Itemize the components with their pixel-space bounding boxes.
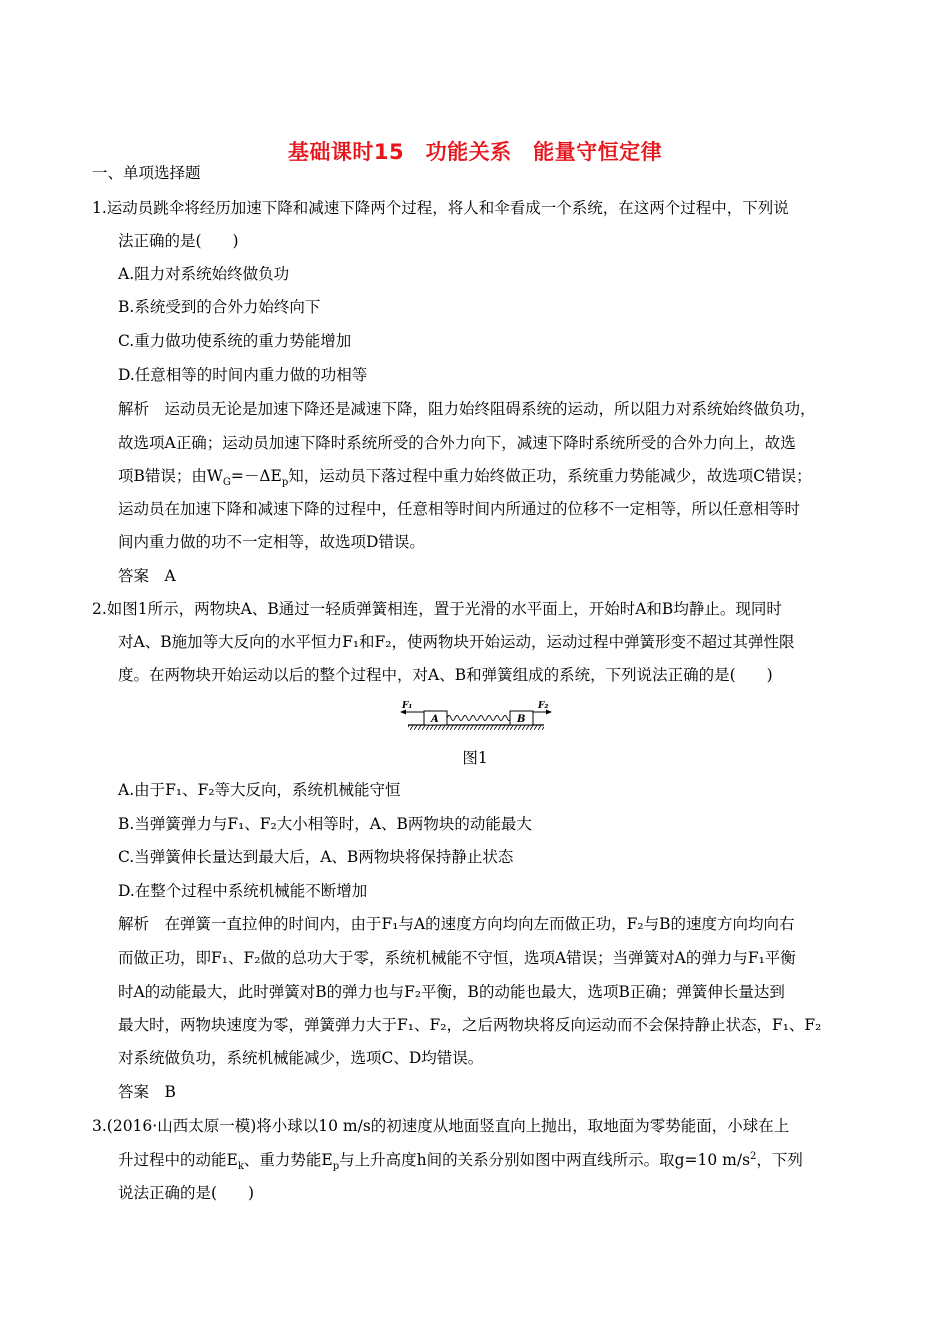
force-f1-label: F₁ (402, 701, 413, 711)
q1-answer: 答案 A (118, 567, 176, 585)
q1-stem-line-2: 法正确的是( ) (118, 232, 239, 250)
q3-stem-line-1: 3.(2016·山西太原一模)将小球以10 m/s的初速度从地面竖直向上抛出，取地面为零势能面，小球在上 (92, 1117, 790, 1135)
section-heading: 一、单项选择题 (92, 164, 201, 182)
q2-option-d: D.在整个过程中系统机械能不断增加 (118, 882, 368, 900)
q2-analysis-line-4: 最大时，两物块速度为零，弹簧弹力大于F₁、F₂，之后两物块将反向运动而不会保持静止状态，F₁、F₂ (118, 1016, 822, 1034)
q2-stem-line-2: 对A、B施加等大反向的水平恒力F₁和F₂，使两物块开始运动，运动过程中弹簧形变不超过其弹性限 (118, 633, 795, 651)
q3-stem-line-2: 升过程中的动能$E_k$、重力势能$E_p$与上升高度h间的关系分别如图中两直线所示。取g=10 $m/s^2$，下列 (118, 1151, 803, 1172)
q1-option-c: C.重力做功使系统的重力势能增加 (118, 332, 352, 350)
q1-analysis-line-1: 解析 运动员无论是加速下降还是减速下降，阻力始终阻碍系统的运动，所以阻力对系统始终做负功， (118, 400, 816, 418)
figure-1-caption: 图1 (462, 749, 488, 767)
q1-option-a: A.阻力对系统始终做负功 (118, 265, 290, 283)
figure-1-spring-blocks (398, 700, 554, 734)
q2-analysis-line-5: 对系统做负功，系统机械能减少，选项C、D均错误。 (118, 1049, 484, 1067)
force-f2-label: F₂ (538, 701, 549, 711)
q2-analysis-line-1: 解析 在弹簧一直拉伸的时间内，由于F₁与A的速度方向均向左而做正功，F₂与B的速度方向均向右 (118, 915, 795, 933)
q2-option-a: A.由于F₁、F₂等大反向，系统机械能守恒 (118, 781, 401, 799)
q2-analysis-line-3: 时A的动能最大，此时弹簧对B的弹力也与F₂平衡，B的动能也最大，选项B正确；弹簧伸长量达到 (118, 983, 785, 1001)
q1-stem-line-1: 1.运动员跳伞将经历加速下降和减速下降两个过程，将人和伞看成一个系统，在这两个过程中，下列说 (92, 199, 789, 217)
q3-stem-line-3: 说法正确的是( ) (118, 1184, 255, 1202)
q2-stem-line-3: 度。在两物块开始运动以后的整个过程中，对A、B和弹簧组成的系统，下列说法正确的是( ) (118, 666, 773, 684)
q1-analysis-line-5: 间内重力做的功不一定相等，故选项D错误。 (118, 533, 425, 551)
q1-option-b: B.系统受到的合外力始终向下 (118, 298, 321, 316)
spring (447, 716, 511, 721)
page-title: 基础课时15 功能关系 能量守恒定律 (287, 140, 663, 164)
q1-analysis-line-4: 运动员在加速下降和减速下降的过程中，任意相等时间内所通过的位移不一定相等，所以任意相等时 (118, 500, 801, 518)
q1-option-d: D.任意相等的时间内重力做的功相等 (118, 366, 368, 384)
q2-analysis-line-2: 而做正功，即F₁、F₂做的总功大于零，系统机械能不守恒，选项A错误；当弹簧对A的弹力与F₁平衡 (118, 949, 796, 967)
q2-option-b: B.当弹簧弹力与F₁、F₂大小相等时，A、B两物块的动能最大 (118, 815, 532, 833)
q2-option-c: C.当弹簧伸长量达到最大后，A、B两物块将保持静止状态 (118, 848, 514, 866)
q2-stem-line-1: 2.如图1所示，两物块A、B通过一轻质弹簧相连，置于光滑的水平面上，开始时A和B均静止。现同时 (92, 600, 782, 618)
block-b-label: B (517, 714, 526, 725)
q1-analysis-line-3: 项B错误；由$W_G=-\Delta E_p$知，运动员下落过程中重力始终做正功，系统重力势能减少，故选项C错误； (118, 467, 812, 488)
block-a-label: A (431, 714, 439, 725)
q2-answer: 答案 B (118, 1083, 176, 1101)
ground-hatching (408, 725, 544, 730)
q1-analysis-line-2: 故选项A正确；运动员加速下降时系统所受的合外力向下，减速下降时系统所受的合外力向上，故选 (118, 434, 796, 452)
